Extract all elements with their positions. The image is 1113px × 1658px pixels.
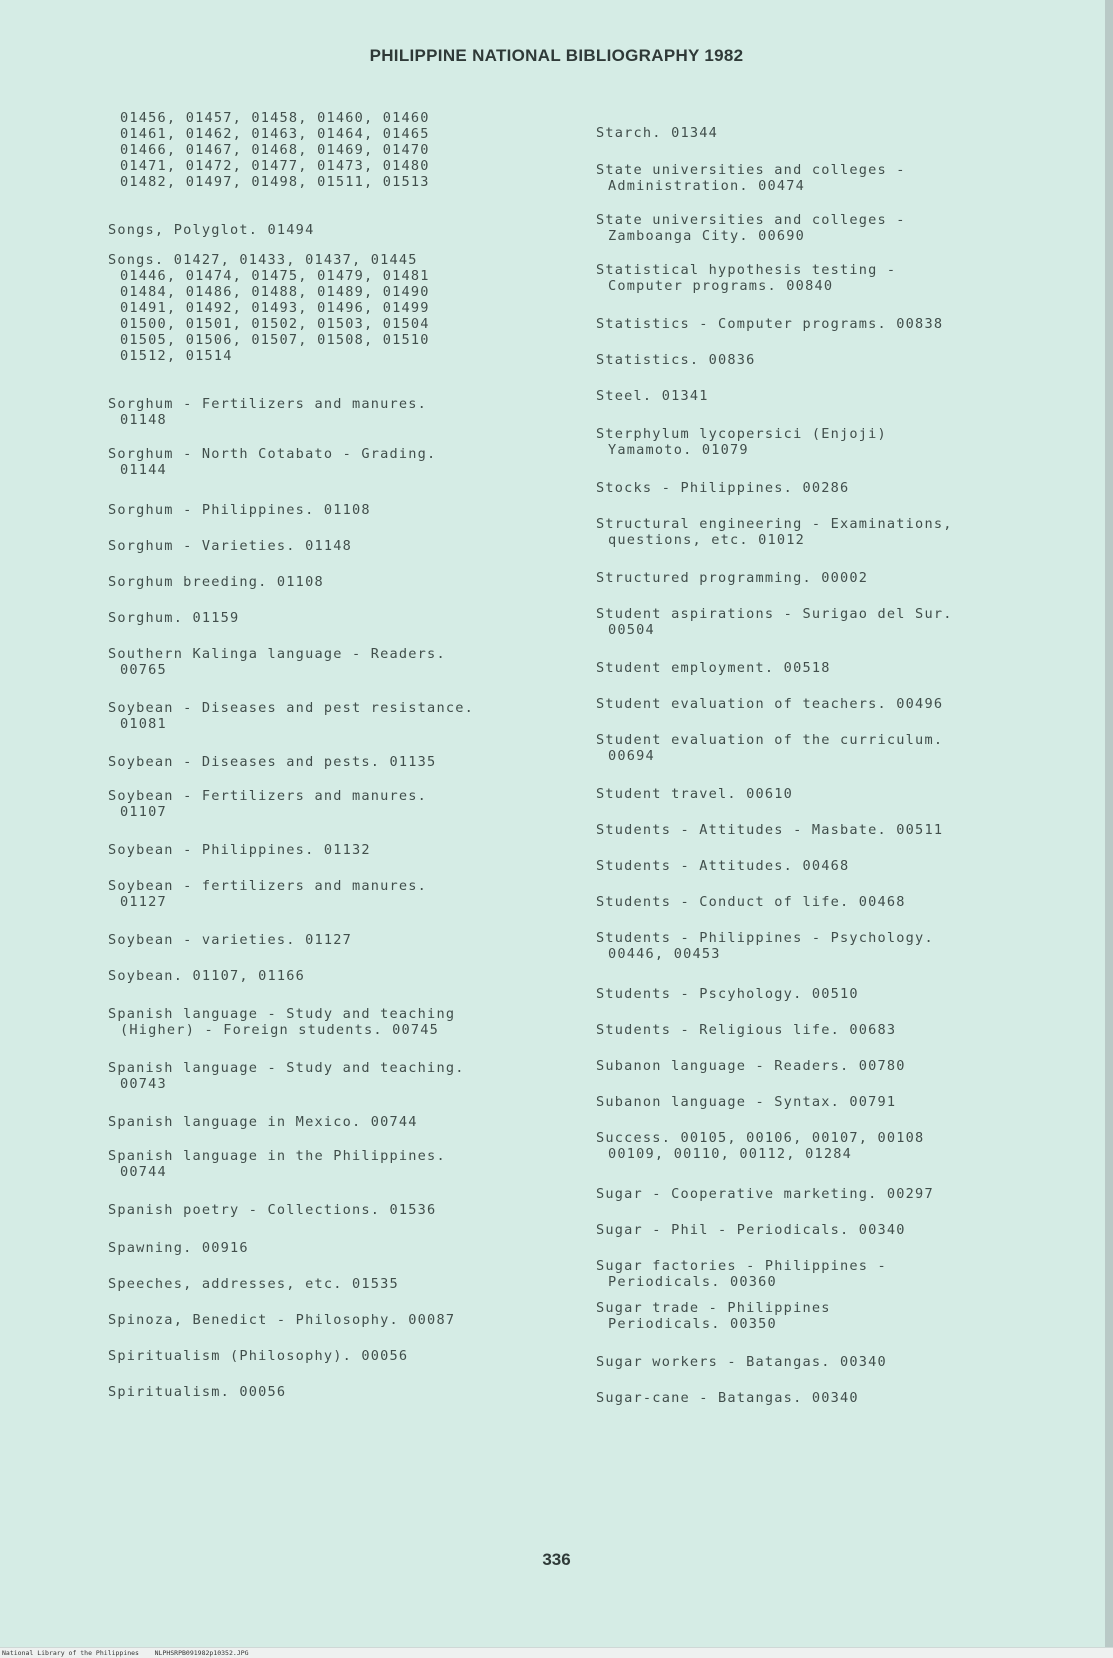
index-entry — [596, 786, 1066, 802]
index-entry — [108, 1348, 568, 1364]
page-title: PHILIPPINE NATIONAL BIBLIOGRAPHY 1982 — [369, 46, 744, 65]
index-entry — [108, 252, 568, 364]
index-entry — [596, 1300, 1066, 1332]
entry-heading: State universities and colleges - — [596, 212, 906, 228]
index-entry — [596, 1258, 1066, 1290]
entry-heading: Student aspirations - Surigao del Sur. — [596, 606, 953, 622]
index-entry — [108, 932, 568, 948]
entry-heading: Spanish language in the Philippines. — [108, 1148, 446, 1164]
entry-continuation: Computer programs. 00840 — [608, 278, 834, 294]
entry-continuation: 01505, 01506, 01507, 01508, 01510 — [120, 332, 430, 348]
entry-heading: Success. 00105, 00106, 00107, 00108 — [596, 1130, 925, 1146]
page-number: 336 — [542, 1550, 571, 1569]
entry-heading: State universities and colleges - — [596, 162, 906, 178]
entry-heading: Spanish language - Study and teaching — [108, 1006, 456, 1022]
entry-heading: Steel. 01341 — [596, 388, 709, 404]
index-entry — [596, 1130, 1066, 1162]
index-entry — [596, 1354, 1066, 1370]
footer-bar — [0, 1647, 1113, 1658]
index-entry — [108, 538, 568, 554]
index-entry — [596, 212, 1066, 244]
entry-heading: Student employment. 00518 — [596, 660, 831, 676]
entry-heading: Sorghum - North Cotabato - Grading. — [108, 446, 437, 462]
index-entry — [108, 1312, 568, 1328]
entry-continuation: 01491, 01492, 01493, 01496, 01499 — [120, 300, 430, 316]
entry-heading: Spiritualism (Philosophy). 00056 — [108, 1348, 409, 1364]
entry-heading: Soybean - Fertilizers and manures. — [108, 788, 428, 804]
entry-continuation: 00765 — [120, 662, 167, 678]
entry-heading: Starch. 01344 — [596, 125, 718, 141]
entry-heading: Sugar trade - Philippines — [596, 1300, 831, 1316]
entry-continuation: Periodicals. 00350 — [608, 1316, 777, 1332]
entry-continuation: 01512, 01514 — [120, 348, 233, 364]
index-entry — [108, 1006, 568, 1038]
entry-continuation: 01107 — [120, 804, 167, 820]
entry-heading: Sugar factories - Philippines - — [596, 1258, 887, 1274]
entry-heading: Sorghum breeding. 01108 — [108, 574, 324, 590]
index-entry — [596, 1094, 1066, 1110]
index-entry — [108, 968, 568, 984]
entry-continuation: 00694 — [608, 748, 655, 764]
index-entry — [108, 396, 568, 428]
entry-heading: Soybean - fertilizers and manures. — [108, 878, 428, 894]
entry-heading: Sorghum. 01159 — [108, 610, 240, 626]
index-entry — [596, 1390, 1066, 1406]
entry-heading: Sterphylum lycopersici (Enjoji) — [596, 426, 887, 442]
index-entry — [108, 842, 568, 858]
entry-heading: Spanish language in Mexico. 00744 — [108, 1114, 418, 1130]
entry-continuation: 01461, 01462, 01463, 01464, 01465 — [120, 126, 430, 142]
entry-heading: 01456, 01457, 01458, 01460, 01460 — [120, 110, 430, 126]
entry-continuation: Administration. 00474 — [608, 178, 806, 194]
entry-heading: Spanish language - Study and teaching. — [108, 1060, 465, 1076]
entry-heading: Soybean - Diseases and pest resistance. — [108, 700, 474, 716]
index-entry — [596, 162, 1066, 194]
entry-continuation: 00743 — [120, 1076, 167, 1092]
entry-heading: Statistical hypothesis testing - — [596, 262, 897, 278]
entry-heading: Statistics - Computer programs. 00838 — [596, 316, 944, 332]
entry-continuation: 00109, 00110, 00112, 01284 — [608, 1146, 852, 1162]
index-entry — [596, 930, 1066, 962]
entry-continuation: 01471, 01472, 01477, 01473, 01480 — [120, 158, 430, 174]
entry-heading: Subanon language - Readers. 00780 — [596, 1058, 906, 1074]
index-entry — [108, 1384, 568, 1400]
entry-heading: Soybean. 01107, 01166 — [108, 968, 306, 984]
index-entry — [596, 1058, 1066, 1074]
index-entry — [596, 858, 1066, 874]
index-entry — [596, 660, 1066, 676]
entry-heading: Structural engineering - Examinations, — [596, 516, 953, 532]
index-entry — [596, 894, 1066, 910]
entry-heading: Student evaluation of teachers. 00496 — [596, 696, 944, 712]
entry-heading: Stocks - Philippines. 00286 — [596, 480, 850, 496]
entry-continuation: 01144 — [120, 462, 167, 478]
index-entry — [108, 646, 568, 678]
entry-continuation: 01127 — [120, 894, 167, 910]
entry-continuation: 01446, 01474, 01475, 01479, 01481 — [120, 268, 430, 284]
entry-continuation: 01482, 01497, 01498, 01511, 01513 — [120, 174, 430, 190]
index-entry — [108, 110, 568, 190]
index-entry — [596, 352, 1066, 368]
index-entry — [108, 610, 568, 626]
entry-continuation: 01148 — [120, 412, 167, 428]
entry-continuation: 01466, 01467, 01468, 01469, 01470 — [120, 142, 430, 158]
index-entry — [596, 516, 1066, 548]
entry-heading: Students - Attitudes. 00468 — [596, 858, 850, 874]
index-entry — [108, 1148, 568, 1180]
index-entry — [108, 878, 568, 910]
index-entry — [596, 1222, 1066, 1238]
footer-source-text: National Library of the Philippines NLPHSRPB091982p10352.JPG — [2, 1649, 249, 1657]
entry-continuation: (Higher) - Foreign students. 00745 — [120, 1022, 440, 1038]
index-entry — [596, 480, 1066, 496]
entry-continuation: 01081 — [120, 716, 167, 732]
entry-heading: Students - Attitudes - Masbate. 00511 — [596, 822, 944, 838]
entry-continuation: Zamboanga City. 00690 — [608, 228, 806, 244]
index-entry — [108, 788, 568, 820]
entry-heading: Sorghum - Fertilizers and manures. — [108, 396, 428, 412]
index-entry — [596, 426, 1066, 458]
entry-continuation: 00504 — [608, 622, 655, 638]
entry-heading: Spawning. 00916 — [108, 1240, 249, 1256]
index-entry — [596, 316, 1066, 332]
entry-continuation: Periodicals. 00360 — [608, 1274, 777, 1290]
entry-heading: Structured programming. 00002 — [596, 570, 869, 586]
entry-heading: Sugar workers - Batangas. 00340 — [596, 1354, 887, 1370]
index-entry — [596, 822, 1066, 838]
entry-heading: Statistics. 00836 — [596, 352, 756, 368]
entry-heading: Sugar - Phil - Periodicals. 00340 — [596, 1222, 906, 1238]
entry-heading: Soybean - varieties. 01127 — [108, 932, 352, 948]
entry-heading: Songs. 01427, 01433, 01437, 01445 — [108, 252, 418, 268]
entry-heading: Spanish poetry - Collections. 01536 — [108, 1202, 437, 1218]
index-entry — [108, 1060, 568, 1092]
index-entry — [596, 1186, 1066, 1202]
entry-heading: Student evaluation of the curriculum. — [596, 732, 944, 748]
index-entry — [596, 606, 1066, 638]
entry-continuation: questions, etc. 01012 — [608, 532, 806, 548]
index-entry — [596, 986, 1066, 1002]
entry-continuation: 00446, 00453 — [608, 946, 721, 962]
entry-continuation: Yamamoto. 01079 — [608, 442, 749, 458]
entry-continuation: 00744 — [120, 1164, 167, 1180]
index-entry — [596, 732, 1066, 764]
index-entry — [108, 1240, 568, 1256]
index-entry — [108, 574, 568, 590]
entry-heading: Speeches, addresses, etc. 01535 — [108, 1276, 399, 1292]
entry-heading: Spinoza, Benedict - Philosophy. 00087 — [108, 1312, 456, 1328]
index-entry — [108, 222, 568, 238]
index-entry — [108, 446, 568, 478]
index-entry — [596, 262, 1066, 294]
index-entry — [108, 502, 568, 518]
index-entry — [596, 125, 1066, 141]
entry-heading: Sorghum - Philippines. 01108 — [108, 502, 371, 518]
entry-heading: Southern Kalinga language - Readers. — [108, 646, 446, 662]
index-entry — [596, 388, 1066, 404]
index-entry — [596, 1022, 1066, 1038]
entry-heading: Students - Religious life. 00683 — [596, 1022, 897, 1038]
index-entry — [108, 1114, 568, 1130]
index-entry — [596, 696, 1066, 712]
index-entry — [108, 700, 568, 732]
entry-heading: Songs, Polyglot. 01494 — [108, 222, 315, 238]
page-edge-strip — [1105, 0, 1113, 1658]
index-entry — [108, 1276, 568, 1292]
entry-heading: Subanon language - Syntax. 00791 — [596, 1094, 897, 1110]
entry-heading: Sugar - Cooperative marketing. 00297 — [596, 1186, 934, 1202]
entry-heading: Sugar-cane - Batangas. 00340 — [596, 1390, 859, 1406]
entry-heading: Students - Conduct of life. 00468 — [596, 894, 906, 910]
entry-heading: Sorghum - Varieties. 01148 — [108, 538, 352, 554]
entry-continuation: 01484, 01486, 01488, 01489, 01490 — [120, 284, 430, 300]
entry-heading: Soybean - Philippines. 01132 — [108, 842, 371, 858]
index-entry — [108, 1202, 568, 1218]
entry-continuation: 01500, 01501, 01502, 01503, 01504 — [120, 316, 430, 332]
entry-heading: Student travel. 00610 — [596, 786, 794, 802]
entry-heading: Spiritualism. 00056 — [108, 1384, 287, 1400]
index-entry — [596, 570, 1066, 586]
index-entry — [108, 754, 568, 770]
entry-heading: Students - Philippines - Psychology. — [596, 930, 934, 946]
entry-heading: Soybean - Diseases and pests. 01135 — [108, 754, 437, 770]
entry-heading: Students - Pscyhology. 00510 — [596, 986, 859, 1002]
